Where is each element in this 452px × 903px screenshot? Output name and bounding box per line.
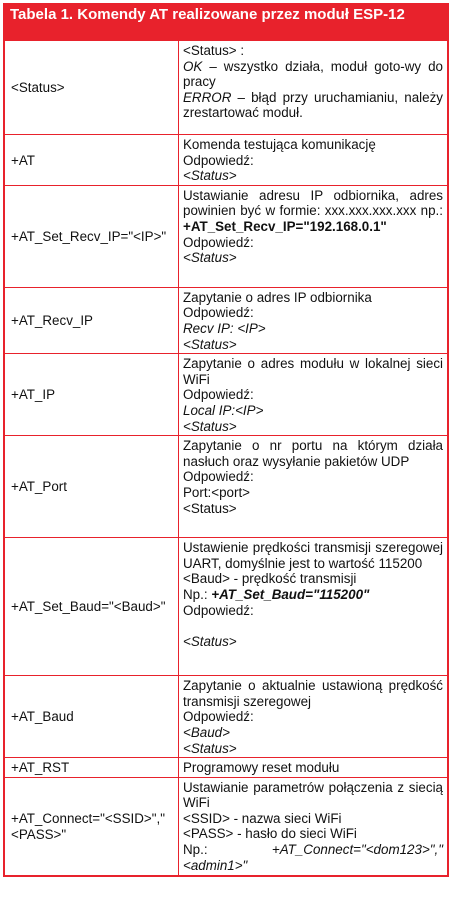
table-row (5, 135, 448, 186)
table-row (5, 287, 448, 353)
description-line: <Status> (183, 418, 237, 434)
command-cell: +AT_Set_Baud="<Baud>" (5, 538, 179, 676)
description-line: Ustawianie parametrów połączenia z siecią WiFi (183, 779, 443, 811)
table-title: Tabela 1. Komendy AT realizowane przez moduł ESP-12 (4, 4, 448, 40)
description-line: <Baud> - prędkość transmisji (183, 571, 357, 587)
description-line (183, 842, 443, 873)
description-line: Odpowiedź: (183, 152, 254, 168)
table-row (5, 354, 448, 436)
description-line: <Status> (183, 500, 237, 516)
table-row (5, 41, 448, 135)
table-row (5, 436, 448, 538)
description-fragment: – wszystko działa, moduł goto-wy do pracy (183, 58, 443, 90)
description-line: <Status> : (183, 43, 245, 58)
description-line: <PASS> - hasło do sieci WiFi (183, 826, 357, 842)
description-cell (179, 436, 448, 538)
description-fragment: +AT_Set_Baud="115200" (211, 586, 370, 602)
description-line: <Baud> (183, 724, 230, 740)
description-fragment: Ustawianie adresu IP odbiornika, adres powinien być w formie: xxx.xxx.xxx.xxx np.: (183, 187, 443, 219)
description-line (183, 188, 443, 235)
description-line: Odpowiedź: (183, 709, 254, 725)
at-commands-table-frame (3, 3, 449, 877)
description-cell (179, 354, 448, 436)
at-commands-table (4, 40, 448, 876)
description-line: Odpowiedź: (183, 469, 254, 485)
command-cell: +AT_RST (5, 758, 179, 778)
description-cell (179, 538, 448, 676)
command-cell: +AT_Connect="<SSID>","<PASS>" (5, 777, 179, 875)
description-fragment: – błąd przy uruchamianiu, należy zrestartować moduł. (183, 89, 443, 121)
description-fragment: Np.: (183, 586, 212, 602)
description-line: Programowy reset modułu (183, 760, 340, 776)
description-line: Port:<port> (183, 484, 250, 500)
description-line: <Status> (183, 250, 237, 266)
description-line (183, 587, 443, 603)
description-cell (179, 676, 448, 758)
command-cell: +AT_IP (5, 354, 179, 436)
description-cell (179, 41, 448, 135)
table-row (5, 538, 448, 676)
command-cell: +AT_Set_Recv_IP="<IP>" (5, 185, 179, 287)
description-line (183, 618, 443, 634)
description-fragment: +AT_Set_Recv_IP="192.168.0.1" (183, 218, 387, 234)
description-line: Zapytanie o nr portu na którym działa nasłuch oraz wysyłanie pakietów UDP (183, 438, 443, 469)
description-line: <SSID> - nazwa sieci WiFi (183, 810, 342, 826)
description-line: Zapytanie o aktualnie ustawioną prędkość transmisji szeregowej (183, 678, 443, 709)
description-line: <Status> (183, 168, 237, 184)
description-line: <Status> (183, 740, 237, 756)
description-line: Odpowiedź: (183, 305, 254, 321)
table-row (5, 758, 448, 778)
description-line: <Status> (183, 336, 237, 352)
description-line: Odpowiedź: (183, 387, 254, 403)
description-line (183, 90, 443, 121)
description-line: Odpowiedź: (183, 602, 254, 618)
description-fragment: +AT_Connect="<dom123>","<admin1>" (183, 842, 443, 873)
table-row (5, 185, 448, 287)
description-line: Ustawienie prędkości transmisji szeregowej UART, domyślnie jest to wartość 115200 (183, 540, 443, 571)
description-fragment: Np.: (183, 842, 272, 858)
command-cell: <Status> (5, 41, 179, 135)
description-line: Zapytanie o adres IP odbiornika (183, 289, 372, 305)
command-cell: +AT_Recv_IP (5, 287, 179, 353)
description-line: Komenda testująca komunikację (183, 137, 376, 152)
description-cell (179, 758, 448, 778)
description-fragment: OK (183, 58, 203, 74)
description-cell (179, 135, 448, 186)
description-line: Recv IP: <IP> (183, 320, 266, 336)
description-line: Local IP:<IP> (183, 402, 264, 418)
description-fragment: ERROR (183, 89, 232, 105)
table-row (5, 676, 448, 758)
command-cell: +AT_Baud (5, 676, 179, 758)
description-cell (179, 287, 448, 353)
table-row (5, 777, 448, 875)
command-cell: +AT_Port (5, 436, 179, 538)
description-cell (179, 185, 448, 287)
command-cell: +AT (5, 135, 179, 186)
description-cell (179, 777, 448, 875)
description-line: Zapytanie o adres modułu w lokalnej sieci WiFi (183, 356, 443, 387)
description-line: <Status> (183, 633, 237, 649)
description-line: Odpowiedź: (183, 234, 254, 250)
description-line (183, 59, 443, 90)
